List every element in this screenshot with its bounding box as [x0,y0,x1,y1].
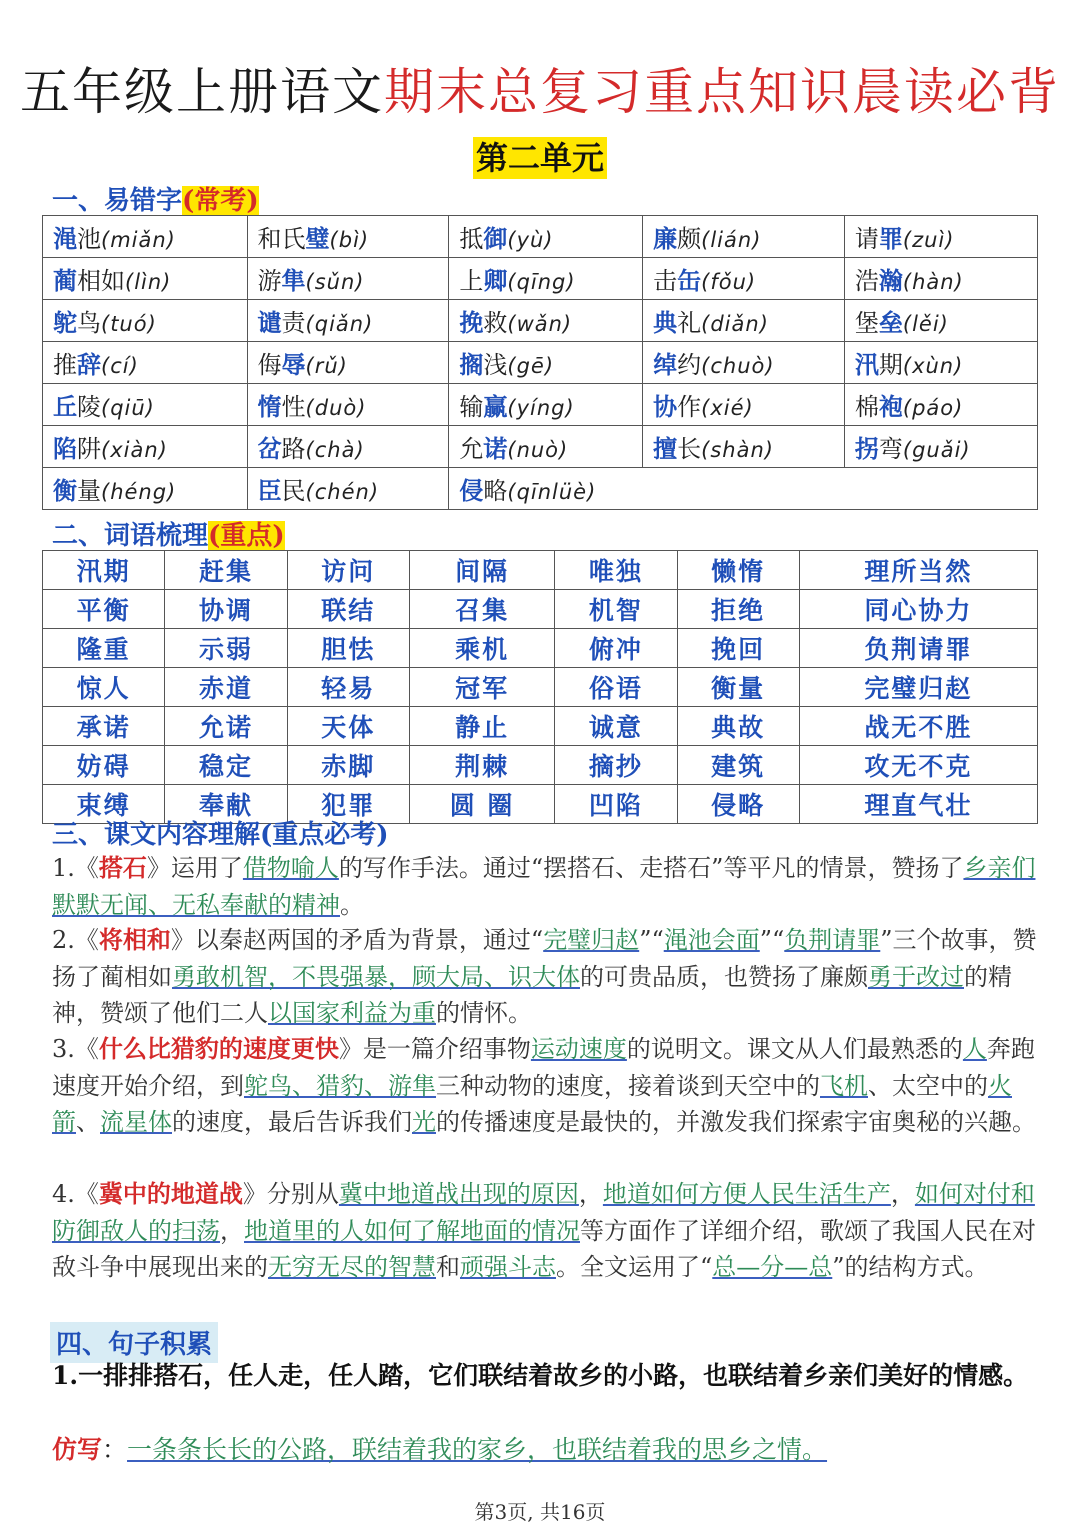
error-char-cell: 允诺(nuò) [449,426,643,468]
word-cell: 攻无不克 [799,746,1037,785]
title-part1: 五年级上册语文 [20,63,384,121]
error-char-cell: 汛期(xùn) [844,342,1037,384]
error-char-cell: 渑池(miǎn) [43,216,248,258]
word-cell: 束缚 [43,785,165,824]
error-char-cell: 陷阱(xiàn) [43,426,248,468]
paragraph-1: 1.《搭石》运用了借物喻人的写作手法。通过“摆搭石、走搭石”等平凡的情景，赞扬了乡亲们默默无闻、无私奉献的精神。 [52,853,1036,919]
paragraph-4: 4.《冀中的地道战》分别从冀中地道战出现的原因，地道如何方便人民生活生产，如何对付和防御敌人的扫荡，地道里的人如何了解地面的情况等方面作了详细介绍，歌颂了我国人民在对敌斗争中展现出来的无穷无尽的智慧和顽强斗志。全文运用了“总—分—总”的结构方式。 [52,1179,1036,1281]
error-char-cell: 绰约(chuò) [643,342,845,384]
word-cell: 允诺 [165,707,287,746]
word-cell: 懒惰 [677,551,799,590]
error-row [43,468,1038,510]
word-cell: 示弱 [165,629,287,668]
error-char-cell: 和氏璧(bì) [247,216,449,258]
error-char-cell: 上卿(qīng) [449,258,643,300]
word-cell: 诚意 [555,707,677,746]
section3-title: 三、课文内容理解(重点必考) [52,820,389,850]
word-cell: 轻易 [287,668,409,707]
word-cell: 隆重 [43,629,165,668]
word-cell: 挽回 [677,629,799,668]
imitation-label: 仿写 [52,1435,103,1464]
word-cell: 机智 [555,590,677,629]
word-cell: 静止 [409,707,554,746]
word-cell: 俯冲 [555,629,677,668]
word-cell: 奉献 [165,785,287,824]
paragraph-2: 2.《将相和》以秦赵两国的矛盾为背景，通过“完璧归赵”“渑池会面”“负荆请罪”三个故事，赞扬了蔺相如勇敢机智，不畏强暴，顾大局、识大体的可贵品质，也赞扬了廉颇勇于改过的精神，赞颂了他们二人以国家利益为重的情怀。 [52,925,1037,1027]
error-row [43,384,1038,426]
error-char-cell: 侵略(qīnlüè) [449,468,1038,510]
imitation-line: 仿写：一条条长长的公路，联结着我的家乡，也联结着我的思乡之情。 [52,1435,828,1464]
word-row [43,746,1038,785]
section2-title: 二、词语梳理 [52,521,209,551]
word-cell: 犯罪 [287,785,409,824]
word-row [43,551,1038,590]
error-row [43,258,1038,300]
word-cell: 战无不胜 [799,707,1037,746]
word-cell: 赤道 [165,668,287,707]
word-cell: 汛期 [43,551,165,590]
error-char-cell: 拐弯(guǎi) [844,426,1037,468]
sentence-1: 1.一排排搭石，任人走，任人踏，它们联结着故乡的小路，也联结着乡亲们美好的情感。 [52,1361,1029,1390]
error-char-cell: 岔路(chà) [247,426,449,468]
error-char-cell: 衡量(héng) [43,468,248,510]
word-cell: 唯独 [555,551,677,590]
word-cell: 协调 [165,590,287,629]
paragraph-3: 3.《什么比猎豹的速度更快》是一篇介绍事物运动速度的说明文。课文从人们最熟悉的人奔跑速度开始介绍，到鸵鸟、猎豹、游隼三种动物的速度，接着谈到天空中的飞机、太空中的火箭、流星体的速度，最后告诉我们光的传播速度是最快的，并激发我们探索宇宙奥秘的兴趣。 [52,1034,1036,1136]
section4-heading [50,1322,218,1363]
error-char-cell: 丘陵(qiū) [43,384,248,426]
word-cell: 理所当然 [799,551,1037,590]
error-char-cell: 抵御(yù) [449,216,643,258]
word-row [43,629,1038,668]
word-row [43,590,1038,629]
error-char-cell: 擅长(shàn) [643,426,845,468]
word-cell: 荆棘 [409,746,554,785]
word-row [43,668,1038,707]
error-char-cell: 击缶(fǒu) [643,258,845,300]
section1-title: 一、易错字 [52,186,183,216]
page-footer: 第3页, 共16页 [474,1500,606,1524]
error-char-cell: 廉颇(lián) [643,216,845,258]
section2-tag: (重点) [208,521,285,551]
word-cell: 胆怯 [287,629,409,668]
section2-heading [52,515,285,552]
error-char-cell: 侮辱(rǔ) [247,342,449,384]
error-char-cell: 输赢(yíng) [449,384,643,426]
section1-heading [52,180,259,217]
word-cell: 联结 [287,590,409,629]
word-cell: 凹陷 [555,785,677,824]
error-char-cell: 挽救(wǎn) [449,300,643,342]
title-part2: 期末总复习重点知识晨读必背 [384,63,1060,121]
section4-title: 四、句子积累 [56,1330,213,1360]
error-char-cell: 臣民(chén) [247,468,449,510]
error-char-cell: 典礼(diǎn) [643,300,845,342]
word-cell: 圆 圈 [409,785,554,824]
error-row [43,300,1038,342]
word-cell: 理直气壮 [799,785,1037,824]
word-cell: 同心协力 [799,590,1037,629]
section1-tag: (常考) [182,186,259,216]
word-cell: 召集 [409,590,554,629]
word-cell: 稳定 [165,746,287,785]
error-row [43,426,1038,468]
word-cell: 建筑 [677,746,799,785]
word-cell: 侵略 [677,785,799,824]
word-cell: 冠军 [409,668,554,707]
error-char-cell: 鸵鸟(tuó) [43,300,248,342]
word-cell: 平衡 [43,590,165,629]
word-cell: 访问 [287,551,409,590]
word-cell: 俗语 [555,668,677,707]
word-cell: 天体 [287,707,409,746]
error-char-cell: 浩瀚(hàn) [844,258,1037,300]
word-cell: 负荆请罪 [799,629,1037,668]
error-char-cell: 协作(xié) [643,384,845,426]
error-chars-table [42,215,1038,510]
error-char-cell: 惰性(duò) [247,384,449,426]
word-cell: 惊人 [43,668,165,707]
word-row [43,707,1038,746]
word-cell: 摘抄 [555,746,677,785]
word-cell: 乘机 [409,629,554,668]
words-table [42,550,1038,824]
error-char-cell: 棉袍(páo) [844,384,1037,426]
word-cell: 典故 [677,707,799,746]
word-cell: 妨碍 [43,746,165,785]
word-cell: 完璧归赵 [799,668,1037,707]
word-cell: 衡量 [677,668,799,707]
page-title [0,52,1080,124]
error-char-cell: 搁浅(gē) [449,342,643,384]
error-char-cell: 堡垒(lěi) [844,300,1037,342]
error-char-cell: 谴责(qiǎn) [247,300,449,342]
word-cell: 赤脚 [287,746,409,785]
error-char-cell: 推辞(cí) [43,342,248,384]
error-char-cell: 蔺相如(lìn) [43,258,248,300]
imitation-text: 一条条长长的公路，联结着我的家乡，也联结着我的思乡之情。 [127,1435,828,1464]
word-cell: 承诺 [43,707,165,746]
word-cell: 间隔 [409,551,554,590]
word-cell: 拒绝 [677,590,799,629]
error-char-cell: 请罪(zuì) [844,216,1037,258]
error-char-cell: 游隼(sǔn) [247,258,449,300]
section3-heading [52,814,389,851]
word-cell: 赶集 [165,551,287,590]
error-row [43,216,1038,258]
error-row [43,342,1038,384]
unit-label: 第二单元 [473,137,607,179]
